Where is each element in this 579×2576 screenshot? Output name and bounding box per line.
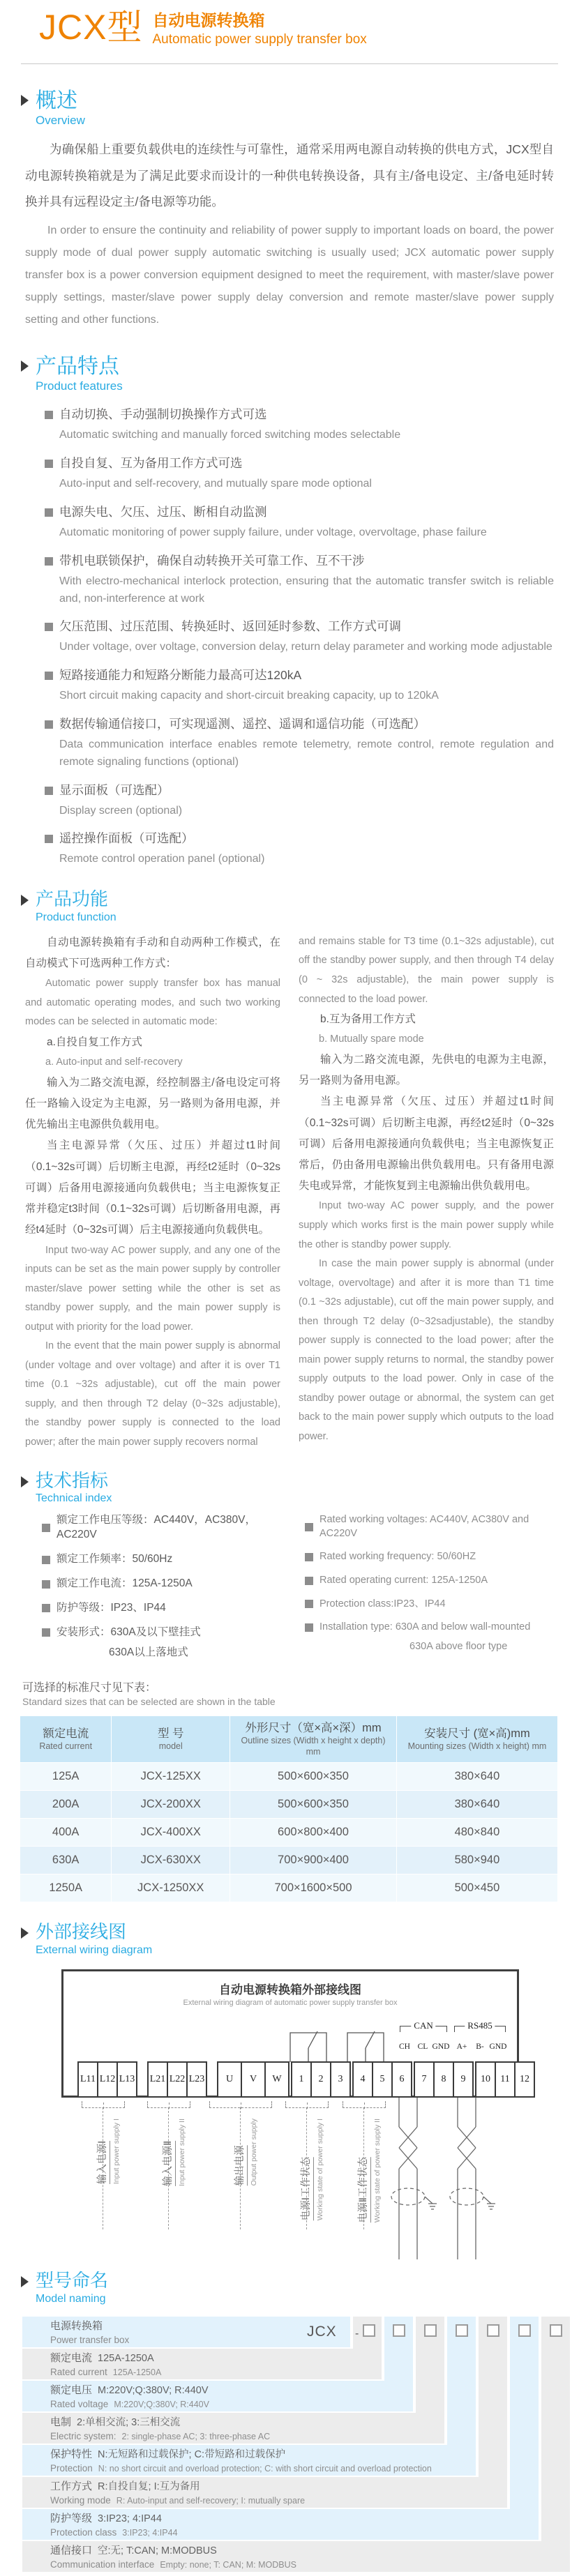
naming-row: 电制 2:单相交流; 3:三相交流 Electric system: 2: single-phase AC; 3: three-phase AC xyxy=(22,2413,444,2444)
table-row xyxy=(20,1847,557,1874)
naming-heading-en: Model naming xyxy=(36,2292,106,2305)
feature-item xyxy=(45,828,554,868)
pin-label: CL xyxy=(417,2043,428,2052)
table-row xyxy=(20,1763,557,1790)
terminal: 7 xyxy=(414,2061,435,2098)
table-row xyxy=(20,1819,557,1846)
product-title-en: Automatic power supply transfer box xyxy=(152,31,367,47)
can-label: CAN xyxy=(411,2020,435,2031)
relay-contact-icon xyxy=(338,2022,393,2062)
section-wiring-heading xyxy=(21,1922,579,1958)
function-paragraph: b. Mutually spare mode xyxy=(319,1033,424,1045)
function-paragraph: 自动电源转换箱有手动和自动两种工作模式，在自动模式下可选两种工作方式： xyxy=(25,936,280,970)
section-features-heading xyxy=(21,355,579,395)
square-bullet-icon xyxy=(45,623,53,631)
square-bullet-icon xyxy=(45,508,53,517)
pin-label: A+ xyxy=(456,2043,467,2052)
table-header-cell: 外形尺寸（宽×高×深）mm Outline sizes (Width x height x depth) mm xyxy=(230,1716,396,1763)
terminal: 4 xyxy=(352,2061,373,2098)
terminal: L13 xyxy=(116,2061,137,2098)
lead-bracket xyxy=(343,2101,386,2108)
lead-label-en: Working state of power supply II xyxy=(373,2119,382,2223)
terminal: L23 xyxy=(186,2061,207,2098)
table-cell: 630A xyxy=(20,1847,111,1874)
tech-item: 额定工作频率：50/60Hz xyxy=(57,1553,173,1566)
square-bullet-icon xyxy=(42,1580,50,1589)
code-box xyxy=(550,2324,562,2337)
table-cell: 500×600×350 xyxy=(230,1763,396,1790)
square-bullet-icon xyxy=(305,1523,313,1531)
feature-en: With electro-mechanical interlock protection, ensuring that the automatic transfer switch is reliable and, non-interference at work xyxy=(59,575,554,605)
lead-label xyxy=(298,2119,324,2220)
terminal: L21 xyxy=(147,2061,168,2098)
feature-en: Short circuit making capacity and short-circuit breaking capacity, up to 120kA xyxy=(59,690,439,702)
features-list xyxy=(45,404,554,868)
feature-item xyxy=(45,453,554,493)
relay-contact-icon xyxy=(281,2022,336,2062)
lead-label-en: Input power supply II xyxy=(178,2119,186,2187)
terminal: 6 xyxy=(391,2061,412,2098)
feature-en: Display screen (optional) xyxy=(59,804,183,817)
terminal: 2 xyxy=(310,2061,331,2098)
square-bullet-icon xyxy=(45,557,53,566)
naming-row: 保护特性 N:无短路和过载保护; C:带短路和过载保护 Protection N: no short circuit and overload protection; C: with short circuit and overload protection xyxy=(22,2445,476,2476)
naming-row: 工作方式 R:自投自复; I:互为备用 Working mode R: Auto-input and self-recovery; I: mutually spare xyxy=(22,2477,507,2508)
function-paragraph: 输入为二路交流电源，先供电的电源为主电源，另一路则为备用电源。 xyxy=(299,1053,554,1087)
pin-label: GND xyxy=(489,2043,507,2052)
technical-heading-en: Technical index xyxy=(36,1492,112,1505)
lead-label xyxy=(160,2119,186,2186)
triangle-icon xyxy=(21,895,29,906)
terminal-strip xyxy=(77,2061,534,2098)
rs485-bracket xyxy=(454,2020,506,2035)
feature-cn: 自动切换、手动强制切换操作方式可选 xyxy=(59,407,267,422)
table-cell: 600×800×400 xyxy=(230,1819,396,1846)
feature-cn: 显示面板（可选配） xyxy=(59,782,170,797)
model-naming-diagram xyxy=(22,2317,575,2576)
square-bullet-icon xyxy=(42,1524,50,1532)
tech-item: 安装形式：630A及以下壁挂式 xyxy=(57,1626,201,1638)
wiring-heading-cn: 外部接线图 xyxy=(36,1921,127,1943)
lead-bracket xyxy=(82,2101,125,2108)
table-cell: 500×600×350 xyxy=(230,1791,396,1818)
naming-dash: - xyxy=(355,2328,359,2340)
technical-cn-column xyxy=(42,1513,291,1660)
tech-item-continuation: 630A以上落地式 xyxy=(109,1646,188,1658)
table-row xyxy=(20,1874,557,1902)
triangle-icon xyxy=(21,95,29,106)
feature-item xyxy=(45,780,554,820)
square-bullet-icon xyxy=(45,835,53,843)
header-divider xyxy=(21,63,558,64)
triangle-icon xyxy=(21,1476,29,1487)
square-bullet-icon xyxy=(45,672,53,680)
triangle-icon xyxy=(21,1927,29,1939)
feature-cn: 电源失电、欠压、过压、断相自动监测 xyxy=(59,504,267,519)
code-box xyxy=(424,2324,437,2337)
section-overview-heading xyxy=(21,89,579,130)
feature-en: Automatic switching and manually forced switching modes selectable xyxy=(59,429,401,441)
lead-label xyxy=(94,2119,121,2184)
naming-row: 额定电压 M:220V;Q:380V; R:440V Rated voltage M:220V;Q:380V; R:440V xyxy=(22,2381,413,2411)
overview-heading-cn: 概述 xyxy=(36,89,77,113)
lead-bracket xyxy=(285,2101,329,2108)
naming-row: 电源转换箱 Power transfer box xyxy=(22,2317,350,2347)
table-cell: JCX-200XX xyxy=(112,1791,230,1818)
table-cell: 400A xyxy=(20,1819,111,1846)
feature-en: Remote control operation panel (optional) xyxy=(59,853,265,865)
function-columns xyxy=(25,932,554,1453)
naming-prefix: JCX xyxy=(307,2324,337,2340)
function-paragraph: 当主电源异常（欠压、过压）并超过t1时间（0.1~32s可调）后切断主电源，再经t2延时（0~32s可调）后备用电源接通向负载供电；当主电源恢复正常后，仍由备用电源输出供负载用电。只有备用电源失电或异常，才能恢复到主电源输出供负载用电。 xyxy=(299,1096,554,1192)
lead-label xyxy=(232,2119,258,2185)
feature-cn: 遥控操作面板（可选配） xyxy=(59,831,194,846)
tech-item: 防护等级：IP23、IP44 xyxy=(57,1602,166,1614)
feature-item xyxy=(45,714,554,771)
naming-heading-cn: 型号命名 xyxy=(36,2270,109,2291)
naming-row: 防护等级 3:IP23; 4:IP44 Protection class 3:IP23; 4:IP44 xyxy=(22,2509,539,2540)
lead-label-en: Input power supply I xyxy=(112,2119,121,2185)
function-heading-cn: 产品功能 xyxy=(36,888,109,910)
pin-label: CH xyxy=(399,2043,410,2052)
square-bullet-icon xyxy=(45,411,53,419)
lead-bracket xyxy=(209,2101,272,2108)
code-box xyxy=(393,2324,405,2337)
square-bullet-icon xyxy=(45,720,53,729)
function-heading-en: Product function xyxy=(36,911,116,923)
table-cell: JCX-125XX xyxy=(112,1763,230,1790)
terminal: L22 xyxy=(167,2061,188,2098)
wiring-diagram xyxy=(61,1969,529,2264)
function-paragraph: a.自投自复工作方式 xyxy=(47,1036,142,1049)
function-paragraph: a. Auto-input and self-recovery xyxy=(45,1056,183,1068)
function-paragraph: Automatic power supply transfer box has manual and automatic operating modes, and such two working modes can be selected in automatic mode: xyxy=(25,978,280,1028)
features-heading-cn: 产品特点 xyxy=(36,354,119,378)
table-cell: 700×1600×500 xyxy=(230,1874,396,1902)
function-paragraph: and remains stable for T3 time (0.1~32s adjustable), cut off the standby power supply, and then through T4 delay (0 ~ 32s adjustable), the main power supply is connected to the load power. xyxy=(299,935,554,1005)
terminal: V xyxy=(241,2061,266,2098)
function-paragraph: In the event that the main power supply is abnormal (under voltage and over voltage) and after it is over T1 time (0.1 ~32s adjustable), cut off the main power supply, and then through T2 delay (0~32s adjustable), the standby power supply is connected to the load power; after the main power supply recovers normal xyxy=(25,1340,280,1448)
feature-en: Auto-input and self-recovery, and mutually spare mode optional xyxy=(59,478,372,490)
overview-paragraph-cn: 为确保船上重要负载供电的连续性与可靠性，通常采用两电源自动转换的供电方式，JCX型自动电源转换箱就是为了满足此要求而设计的一种供电转换设备，具有主/备电设定、主/备电延时转换并具有远程设定主/备电源等功能。 xyxy=(25,142,554,209)
naming-column xyxy=(510,2317,539,2540)
tech-item: Installation type: 630A and below wall-mounted xyxy=(319,1621,531,1633)
product-title-cn: 自动电源转换箱 xyxy=(152,11,265,29)
technical-heading-cn: 技术指标 xyxy=(36,1469,109,1491)
function-paragraph: 当主电源异常（欠压、过压）并超过t1时间（0.1~32s可调）后切断主电源，再经t2延时（0~32s可调）后备用电源接通向负载供电；当主电源恢复正常并稳定t3时间（0.1~32s可调）后切断备用电源，再经t4延时（0~32s可调）后主电源接通向负载供电。 xyxy=(25,1139,280,1236)
terminal: L12 xyxy=(97,2061,118,2098)
square-bullet-icon xyxy=(45,460,53,468)
wiring-diagram-box xyxy=(61,1969,529,2098)
table-intro-cn: 可选择的标准尺寸见下表： xyxy=(22,1681,157,1694)
lead-label xyxy=(355,2119,382,2222)
tech-item: 额定工作电流：125A-1250A xyxy=(57,1577,193,1590)
lead-label-cn: 电源Ⅰ工作状态 xyxy=(298,2157,314,2220)
overview-heading-en: Overview xyxy=(36,114,85,128)
feature-cn: 带机电联锁保护，确保自动转换开关可靠工作、互不干涉 xyxy=(59,553,365,568)
feature-item xyxy=(45,616,554,656)
tech-item: Rated working frequency: 50/60HZ xyxy=(319,1551,476,1563)
feature-item xyxy=(45,665,554,705)
table-cell: JCX-400XX xyxy=(112,1819,230,1846)
section-technical-heading xyxy=(21,1471,579,1507)
wiring-heading-en: External wiring diagram xyxy=(36,1944,153,1957)
technical-en-column xyxy=(305,1513,554,1660)
function-paragraph: Input two-way AC power supply, and the power supply which works first is the main power supply while the other is standby power supply. xyxy=(299,1200,554,1250)
rs485-label: RS485 xyxy=(465,2020,495,2031)
brand-model: JCX型 xyxy=(39,8,143,47)
features-heading-en: Product features xyxy=(36,379,123,393)
triangle-icon xyxy=(21,361,29,372)
code-box xyxy=(487,2324,499,2337)
pin-label: GND xyxy=(432,2043,450,2052)
function-paragraph: 输入为二路交流电源，经控制器主/备电设定可将任一路输入设定为主电源，另一路则为备用电源，并优先输出主电源供负载用电。 xyxy=(25,1076,280,1131)
tech-item: Protection class:IP23、IP44 xyxy=(319,1598,446,1609)
diagram-title-cn: 自动电源转换箱外部接线图 xyxy=(219,1983,361,1997)
feature-item xyxy=(45,551,554,608)
table-cell: 200A xyxy=(20,1791,111,1818)
naming-column xyxy=(541,2317,570,2572)
feature-en: Data communication interface enables remote telemetry, remote control, remote regulation and remote signaling functions (optional) xyxy=(59,738,554,768)
square-bullet-icon xyxy=(305,1600,313,1608)
feature-cn: 欠压范围、过压范围、转换延时、返回延时参数、工作方式可调 xyxy=(59,619,401,634)
terminal: W xyxy=(264,2061,290,2098)
function-left-column xyxy=(25,932,280,1453)
square-bullet-icon xyxy=(305,1623,313,1632)
tech-item-continuation: 630A above floor type xyxy=(409,1640,508,1652)
tech-item: Rated working voltages: AC440V, AC380V and AC220V xyxy=(319,1514,529,1539)
terminal: 1 xyxy=(291,2061,312,2098)
lead-label-cn: 输出电源 xyxy=(232,2146,248,2186)
section-function-heading xyxy=(21,889,579,925)
lead-label-cn: 输入电源Ⅱ xyxy=(160,2141,176,2186)
square-bullet-icon xyxy=(305,1577,313,1585)
terminal: 10 xyxy=(475,2061,496,2098)
page-header xyxy=(0,0,579,48)
table-row xyxy=(20,1791,557,1818)
section-naming-heading xyxy=(21,2271,579,2307)
table-cell: 1250A xyxy=(20,1874,111,1902)
standard-sizes-table xyxy=(20,1715,558,1903)
terminal: 9 xyxy=(453,2061,474,2098)
naming-row: 通信接口 空:无; T:CAN; M:MODBUS Communication interface Empty: none; T: CAN; M: MODBUS xyxy=(22,2541,570,2572)
table-cell: 700×900×400 xyxy=(230,1847,396,1874)
feature-cn: 数据传输通信接口，可实现遥测、遥控、遥调和遥信功能（可选配） xyxy=(59,716,426,731)
code-box xyxy=(363,2324,375,2337)
function-paragraph: Input two-way AC power supply, and any one of the inputs can be set as the main power supply by controller master/slave power setting while the other is set as standby power supply, and the main power supply is output with priority for the load power. xyxy=(25,1244,280,1333)
square-bullet-icon xyxy=(42,1604,50,1612)
rs485-pins xyxy=(453,2043,507,2051)
table-intro-en: Standard sizes that can be selected are shown in the table xyxy=(22,1695,276,1707)
feature-item xyxy=(45,404,554,444)
table-cell: 125A xyxy=(20,1763,111,1790)
lead-label-cn: 输入电源Ⅰ xyxy=(94,2141,110,2184)
lead-label-en: Working state of power supply I xyxy=(316,2119,324,2221)
square-bullet-icon xyxy=(305,1553,313,1561)
feature-item xyxy=(45,502,554,542)
function-paragraph: In case the main power supply is abnormal (under voltage, overvoltage) and after it is more than T1 time (0.1 ~32s adjustable), cut off the main power supply, and then through T2 delay (0~32sadjustable), the standby power supply is connected to the load power; after the main power supply returns to normal, the standby power supply outputs to the load power. Only in case of the standby power outage or abnormal, the system can get back to the main power supply which outputs to the load power. xyxy=(299,1258,554,1442)
table-cell: 380×640 xyxy=(397,1791,557,1818)
twisted-pair-cable-icon xyxy=(446,2098,502,2259)
can-bracket xyxy=(400,2020,447,2035)
table-header-cell: 型 号 model xyxy=(112,1716,230,1763)
function-paragraph: b.互为备用工作方式 xyxy=(320,1013,416,1026)
terminal: 5 xyxy=(372,2061,393,2098)
pin-label: B- xyxy=(476,2043,484,2052)
feature-cn: 短路接通能力和短路分断能力最高可达120kA xyxy=(59,668,302,683)
naming-row: 额定电流 125A-1250A Rated current 125A-1250A xyxy=(22,2349,382,2379)
code-box xyxy=(518,2324,531,2337)
lead-bracket xyxy=(147,2101,190,2108)
table-cell: 500×450 xyxy=(397,1874,557,1902)
feature-cn: 自投自复、互为备用工作方式可选 xyxy=(59,456,243,471)
terminal: L11 xyxy=(77,2061,98,2098)
table-cell: JCX-1250XX xyxy=(112,1874,230,1902)
terminal: U xyxy=(217,2061,242,2098)
lead-label-en: Output power supply xyxy=(250,2119,258,2186)
feature-en: Automatic monitoring of power supply failure, under voltage, overvoltage, phase failure xyxy=(59,526,487,538)
table-cell: 480×840 xyxy=(397,1819,557,1846)
terminal: 8 xyxy=(433,2061,454,2098)
square-bullet-icon xyxy=(42,1628,50,1637)
tech-item: Rated operating current: 125A-1250A xyxy=(319,1575,488,1586)
table-header-cell: 额定电流 Rated current xyxy=(20,1716,111,1763)
diagram-title-en: External wiring diagram of automatic power supply transfer box xyxy=(183,1999,398,2008)
square-bullet-icon xyxy=(42,1556,50,1564)
lead-label-cn: 电源Ⅱ工作状态 xyxy=(355,2157,371,2222)
terminal: 12 xyxy=(514,2061,535,2098)
terminal: 11 xyxy=(495,2061,516,2098)
technical-columns xyxy=(42,1513,554,1660)
feature-en: Under voltage, over voltage, conversion delay, return delay parameter and working mode adjustable xyxy=(59,641,552,653)
can-pins xyxy=(396,2043,450,2051)
table-cell: 580×940 xyxy=(397,1847,557,1874)
table-header-cell: 安装尺寸 (宽×高)mm Mounting sizes (Width x height) mm xyxy=(397,1716,557,1763)
function-right-column xyxy=(299,932,554,1453)
table-cell: 380×640 xyxy=(397,1763,557,1790)
table-cell: JCX-630XX xyxy=(112,1847,230,1874)
code-box xyxy=(456,2324,468,2337)
terminal: 3 xyxy=(330,2061,351,2098)
tech-item: 额定工作电压等级：AC440V，AC380V，AC220V xyxy=(57,1514,256,1541)
twisted-pair-cable-icon xyxy=(388,2098,444,2259)
overview-paragraph-en: In order to ensure the continuity and reliability of power supply to important loads on board, the power supply mode of dual power supply automatic switching is usually used; JCX automatic power supply transfer box is a power conversion equipment designed to meet the requirement, with master/slave power supply settings, master/slave power supply delay conversion and remote master/slave power supply setting and other functions. xyxy=(25,224,554,326)
wiring-leads xyxy=(61,2098,515,2264)
triangle-icon xyxy=(21,2276,29,2287)
square-bullet-icon xyxy=(45,787,53,795)
table-header-row xyxy=(20,1716,557,1763)
